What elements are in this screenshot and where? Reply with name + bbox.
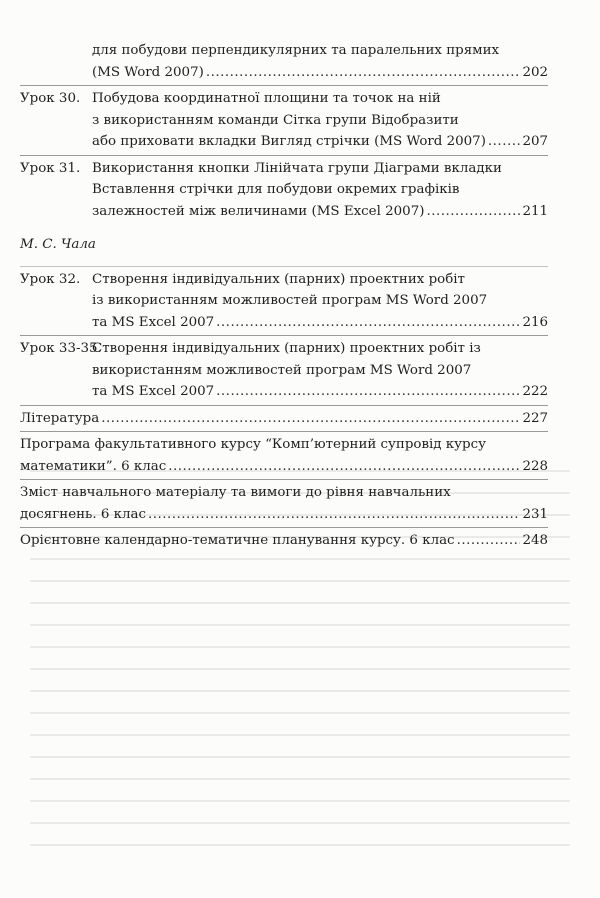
dot-leader (426, 201, 520, 223)
page-number: 202 (522, 64, 548, 80)
divider (20, 155, 548, 156)
page-number: 207 (522, 134, 548, 149)
entry-line: залежностей між величинами (MS Excel 2007) (92, 203, 425, 219)
divider (20, 405, 548, 406)
entry-line: Використання кнопки Лінійчата групи Діаграми вкладки (92, 160, 502, 176)
toc-entry-lesson-30[interactable] (20, 88, 548, 153)
divider (20, 266, 548, 267)
dot-leader (216, 381, 520, 403)
entry-line: для побудови перпендикулярних та паралельних прямих (92, 43, 500, 58)
table-of-contents (20, 40, 548, 552)
page-number: 211 (522, 203, 548, 219)
entry-line: Створення індивідуальних (парних) проектних робіт із (92, 341, 481, 356)
divider (20, 335, 548, 336)
toc-entry-lesson-33-35[interactable] (20, 338, 548, 403)
entry-line: Програма факультативного курсу “Комп’ютерний супровід курсу (20, 437, 487, 452)
dot-leader (488, 131, 521, 153)
lesson-label: Урок 30. (20, 91, 81, 106)
entry-line: Створення індивідуальних (парних) проектних робіт (92, 271, 465, 287)
page-number: 216 (522, 314, 548, 330)
entry-line: та MS Excel 2007 (92, 314, 215, 330)
entry-line: або приховати вкладки Вигляд стрічки (MS Word 2007) (92, 134, 486, 149)
lesson-label: Урок 32. (20, 271, 81, 287)
entry-line: (MS Word 2007) (92, 64, 204, 80)
entry-line: з використанням команди Сітка групи Відобразити (92, 112, 459, 128)
divider (20, 479, 548, 480)
page-number: 222 (522, 384, 548, 399)
author-name: М. С. Чала (20, 237, 96, 252)
divider (20, 527, 548, 528)
toc-entry-lesson-31[interactable] (20, 158, 548, 223)
entry-line: із використанням можливостей програм MS Word 2007 (92, 293, 488, 308)
dot-leader (101, 408, 520, 430)
entry-line: використанням можливостей програм MS Word 2007 (92, 362, 472, 378)
toc-entry-calendar[interactable] (20, 530, 548, 552)
dot-leader (168, 456, 520, 478)
entry-line: Побудова координатної площини та точок на ній (92, 91, 441, 106)
entry-line: Зміст навчального матеріалу та вимоги до рівня навчальних (20, 485, 451, 500)
page-number: 248 (522, 533, 548, 548)
toc-entry-lesson-32[interactable] (20, 269, 548, 334)
page-number: 228 (522, 458, 548, 474)
divider (20, 85, 548, 86)
entry-line: Вставлення стрічки для побудови окремих графіків (92, 182, 460, 197)
toc-entry-literature[interactable] (20, 408, 548, 430)
lesson-label: Урок 33-35. (20, 341, 102, 356)
page-number: 231 (522, 506, 548, 522)
toc-entry-continued[interactable] (20, 40, 548, 83)
toc-entry-program[interactable] (20, 434, 548, 477)
entry-line: математики”. 6 клас (20, 458, 167, 474)
toc-entry-content[interactable] (20, 482, 548, 525)
lesson-label: Урок 31. (20, 160, 81, 176)
divider (20, 431, 548, 432)
dot-leader (457, 530, 521, 552)
entry-line: досягнень. 6 клас (20, 506, 146, 522)
entry-line: та MS Excel 2007 (92, 384, 215, 399)
dot-leader (148, 504, 520, 526)
entry-line: Література (20, 410, 100, 426)
page-number: 227 (522, 410, 548, 426)
dot-leader (216, 312, 520, 334)
dot-leader (206, 62, 521, 84)
entry-line: Орієнтовне календарно-тематичне планування курсу. 6 клас (20, 533, 455, 548)
